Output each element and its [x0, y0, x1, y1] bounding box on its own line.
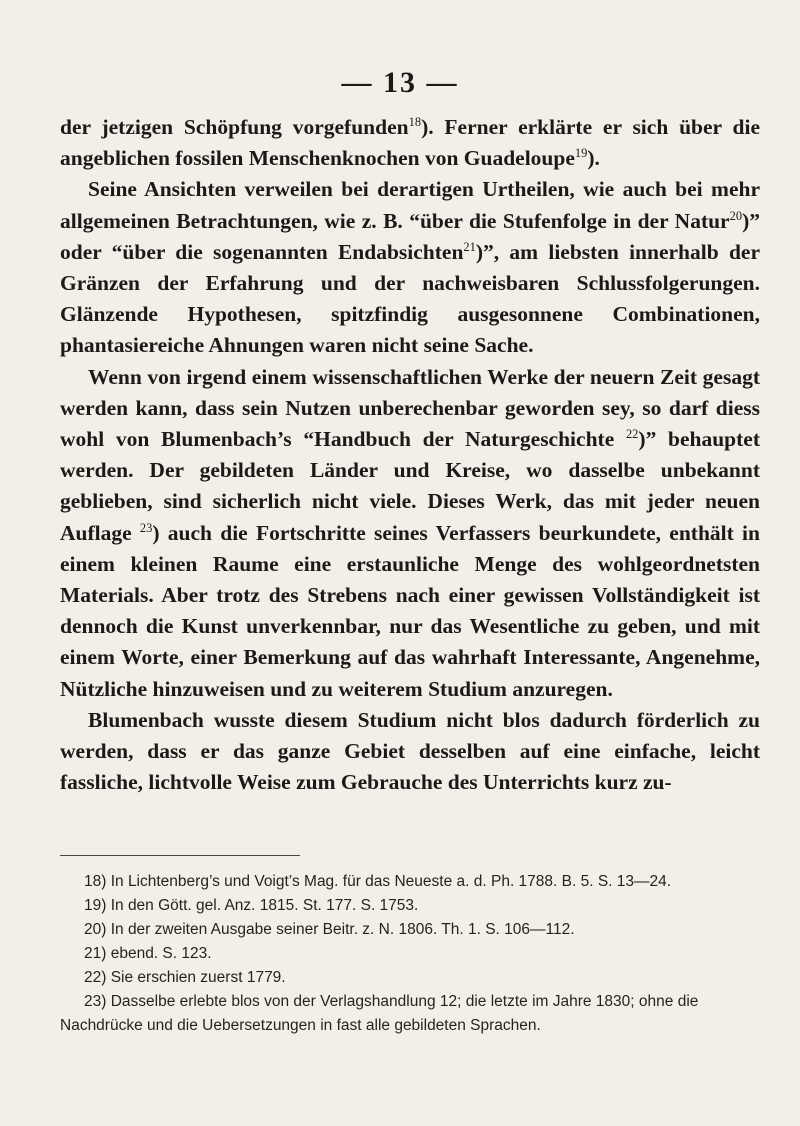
footnote-ref-20[interactable]: 20 — [729, 208, 743, 223]
footnote-19: 19) In den Gött. gel. Anz. 1815. St. 177. S. 1753. — [84, 897, 419, 914]
footnote-23: 23) Dasselbe erlebte blos von der Verlagshandlung 12; die letzte im Jahre 1830; ohne die Nachdrücke und die Uebersetzungen in fast alle gebildeten Sprachen. — [60, 993, 699, 1034]
text-span: Seine Ansichten verweilen bei derartigen Urtheilen, wie auch bei mehr allgemeinen Betrachtungen, wie z. B. “über die Stufenfolge in der Natur — [60, 177, 760, 233]
footnote-ref-18[interactable]: 18 — [408, 114, 422, 129]
paragraph-1 — [60, 112, 760, 174]
text-span: Wenn von irgend einem wissenschaftlichen Werke der neuern Zeit gesagt werden kann, dass sein Nutzen unberechenbar geworden sey, so darf diess wohl von Blumenbach’s “Handbuch der Naturgeschichte — [60, 364, 760, 452]
text-span: ). Ferner erklärte er sich über die angeblichen fossilen Menschenknochen von Guadeloupe — [60, 115, 760, 171]
text-span: )” behauptet werden. Der gebildeten Länder und Kreise, wo dasselbe unbekannt geblieben, sind sicherlich nicht viele. Dieses Werk, das mit jeder neuen Auflage — [60, 427, 760, 545]
text-span: Blumenbach wusste diesem Studium nicht blos dadurch förderlich zu werden, dass er das ganze Gebiet desselben auf eine einfache, leicht fassliche, lichtvolle Weise zum Gebrauche des Unterrichts kurz zu- — [60, 707, 760, 795]
footnote-20: 20) In der zweiten Ausgabe seiner Beitr. z. N. 1806. Th. 1. S. 106—112. — [84, 921, 575, 938]
text-span: )”, am liebsten innerhalb der Gränzen der Erfahrung und der nachweisbaren Schlussfolgerungen. Glänzende Hypothesen, spitzfindig ausgesonnene Combinationen, phantasiereiche Ahnungen waren nicht seine Sache. — [60, 239, 760, 358]
footnote-ref-21[interactable]: 21 — [463, 239, 476, 254]
text-span: )” oder “über die sogenannten Endabsichten — [60, 208, 760, 264]
footnote-ref-23[interactable]: 23 — [139, 520, 153, 535]
footnote-21: 21) ebend. S. 123. — [84, 945, 212, 962]
footnote-18: 18) In Lichtenberg’s und Voigt’s Mag. für das Neueste a. d. Ph. 1788. B. 5. S. 13—24. — [84, 873, 672, 890]
footnote-divider — [60, 855, 300, 856]
text-span: ). — [587, 146, 600, 171]
footnote-22: 22) Sie erschien zuerst 1779. — [84, 969, 286, 986]
text-span: der jetzigen Schöpfung vorgefunden — [60, 115, 409, 139]
footnote-ref-19[interactable]: 19 — [574, 146, 588, 161]
body-text — [60, 112, 760, 798]
paragraph-4 — [60, 705, 760, 799]
footnotes — [60, 870, 760, 1038]
paragraph-3 — [60, 362, 760, 705]
footnote-ref-22[interactable]: 22 — [625, 426, 639, 441]
text-span: ) auch die Fortschritte seines Verfassers beurkundete, enthält in einem kleinen Raume eine erstaunliche Menge des wohlgeordnetsten Materials. Aber trotz des Strebens nach einer gewissen Vollständigkeit ist dennoch die Kunst unverkennbar, nur das Wesentliche zu geben, und mit einem Worte, einer Bemerkung auf das wahrhaft Interessante, Angenehme, Nützliche hinzuweisen und zu weiterem Studium anzuregen. — [60, 520, 760, 701]
page-number: — 13 — — [341, 66, 459, 99]
paragraph-2 — [60, 174, 760, 361]
